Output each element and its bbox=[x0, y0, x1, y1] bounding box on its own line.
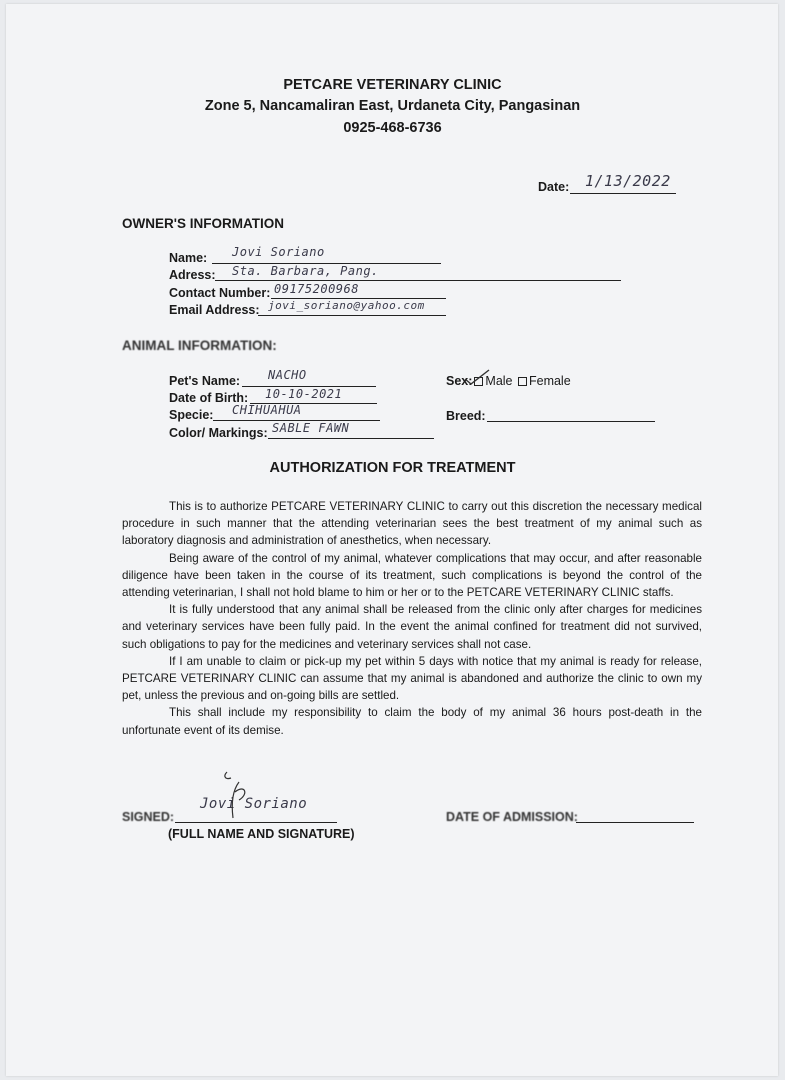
owner-address-line bbox=[215, 280, 621, 281]
signature-scribble-icon bbox=[205, 770, 265, 825]
signed-label: SIGNED: bbox=[122, 810, 175, 824]
sex-female-checkbox[interactable] bbox=[518, 377, 527, 386]
authorization-paragraph-5: This shall include my responsibility to claim the body of my animal 36 hours post-death in the unfortunate event of its demise. bbox=[122, 706, 702, 737]
owner-email-label: Email Address: bbox=[169, 303, 260, 317]
authorization-paragraph-1: This is to authorize PETCARE VETERINARY CLINIC to carry out this discretion the necessary medical procedure in such manner that the attending veterinarian sees the best treatment of my animal such as laboratory diagnosis and administration of anesthetics, when necessary. bbox=[122, 500, 702, 548]
checkmark-icon bbox=[462, 368, 492, 386]
authorization-title: AUTHORIZATION FOR TREATMENT bbox=[269, 460, 516, 476]
signature-value: Jovi Soriano bbox=[200, 796, 308, 812]
owner-address-label: Adress: bbox=[169, 268, 216, 282]
color-label: Color/ Markings: bbox=[169, 426, 268, 440]
clinic-name: PETCARE VETERINARY CLINIC bbox=[283, 77, 502, 93]
date-value: 1/13/2022 bbox=[585, 172, 671, 190]
date-line bbox=[570, 193, 676, 194]
authorization-paragraph-3: It is fully understood that any animal shall be released from the clinic only after charges for medicines and veterinary services have been fully paid. In the event the animal confined for treatment did not survived, such obligations to pay for the medicines and veterinary services shall not case. bbox=[122, 603, 702, 651]
dob-label: Date of Birth: bbox=[169, 391, 249, 405]
authorization-body bbox=[122, 498, 702, 739]
pet-name-value: NACHO bbox=[268, 368, 307, 382]
owner-email-value: jovi_soriano@yahoo.com bbox=[268, 299, 425, 312]
admission-label: DATE OF ADMISSION: bbox=[446, 810, 578, 824]
owner-name-label: Name: bbox=[169, 251, 208, 265]
pet-name-label: Pet's Name: bbox=[169, 374, 241, 388]
sex-male-label: Male bbox=[485, 374, 513, 388]
breed-label: Breed: bbox=[446, 409, 486, 423]
date-label: Date: bbox=[538, 180, 570, 194]
signature-caption: (FULL NAME AND SIGNATURE) bbox=[168, 827, 355, 841]
dob-value: 10-10-2021 bbox=[265, 387, 343, 401]
owner-name-value: Jovi Soriano bbox=[232, 245, 325, 259]
admission-line bbox=[576, 822, 694, 823]
authorization-paragraph-2: Being aware of the control of my animal, whatever complications that may occur, and after reasonable diligence have been taken in the course of its treatment, such complications is beyond the control of the attending veterinarian, I shall not hold blame to him or her or to the PETCARE VETERINARY CLINIC staffs. bbox=[122, 551, 702, 600]
specie-value: CHIHUAHUA bbox=[232, 403, 302, 417]
clinic-address: Zone 5, Nancamaliran East, Urdaneta City, Pangasinan bbox=[204, 98, 581, 114]
color-line bbox=[268, 438, 434, 439]
clinic-phone: 0925-468-6736 bbox=[343, 120, 442, 136]
owner-contact-value: 09175200968 bbox=[274, 282, 359, 296]
authorization-paragraph-4: If I am unable to claim or pick-up my pet within 5 days with notice that my animal is ready for release, PETCARE VETERINARY CLINIC can assume that my animal is abandoned and authorize the clinic to own my pet, unless the previous and on-going bills are settled. bbox=[122, 654, 702, 703]
owner-address-value: Sta. Barbara, Pang. bbox=[232, 264, 379, 278]
sex-female-label: Female bbox=[528, 374, 571, 388]
sex-label: Sex: bbox=[446, 374, 473, 388]
owner-contact-label: Contact Number: bbox=[169, 286, 271, 300]
owner-section-title: OWNER'S INFORMATION bbox=[122, 216, 284, 231]
animal-section-title: ANIMAL INFORMATION: bbox=[122, 338, 277, 353]
breed-line bbox=[487, 421, 655, 422]
color-value: SABLE FAWN bbox=[272, 421, 350, 435]
owner-email-line bbox=[258, 315, 446, 316]
specie-label: Specie: bbox=[169, 408, 214, 422]
